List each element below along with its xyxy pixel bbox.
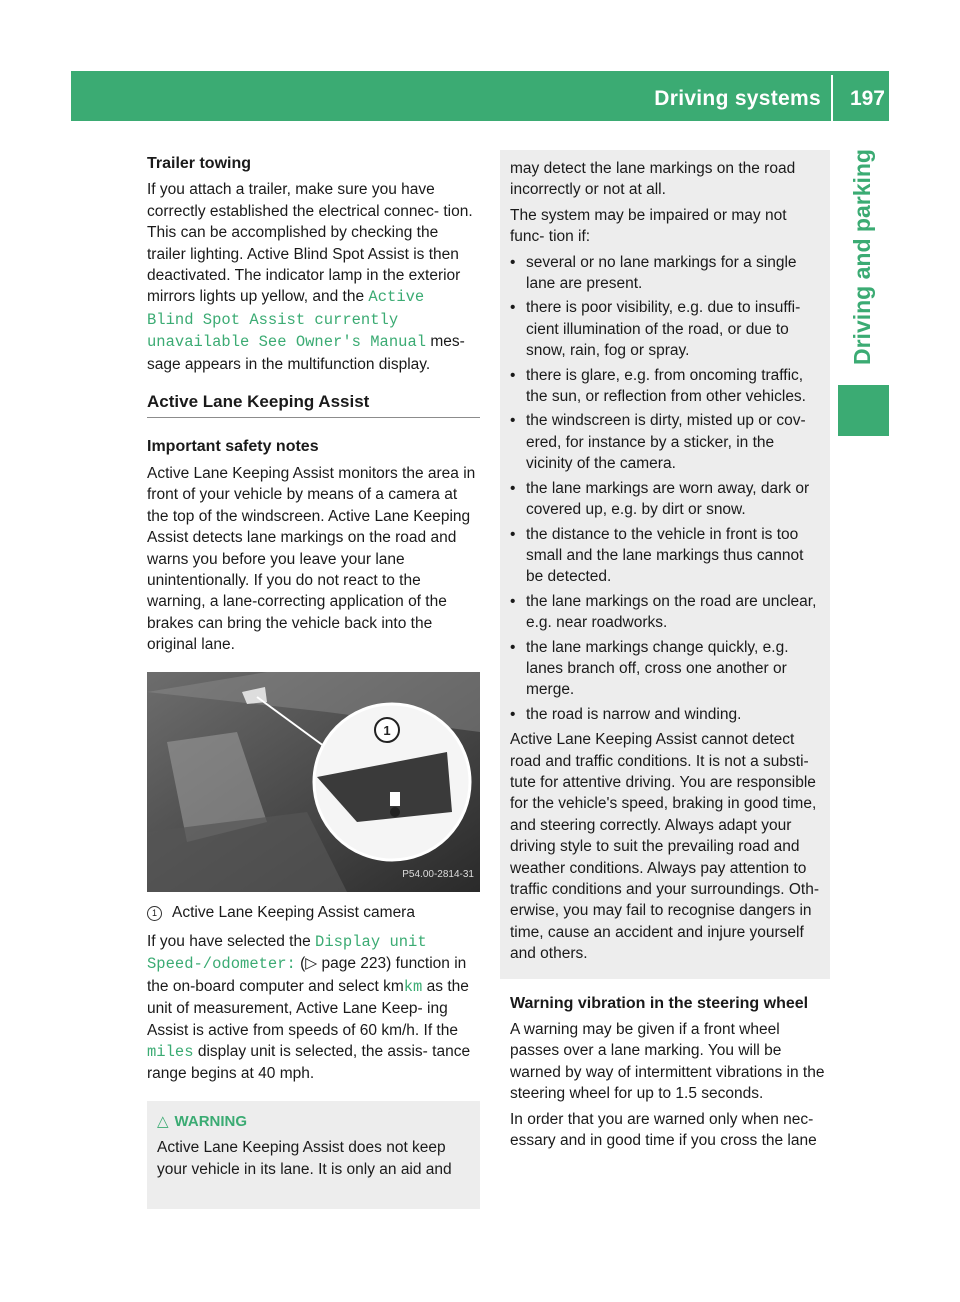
section-title-header: Driving systems	[654, 87, 821, 110]
display-unit-paragraph	[147, 931, 480, 1085]
impairment-list	[510, 252, 822, 726]
display-text-c: as the unit of measurement, Active Lane Keep- ing Assist is active from speeds of 60 km/h. If the	[147, 977, 469, 1039]
list-item: • the distance to the vehicle in front is too small and the lane markings thus cannot be detected.	[510, 524, 822, 588]
list-item: • there is glare, e.g. from oncoming traffic, the sun, or reflection from other vehicles.	[510, 365, 822, 408]
list-item: • the windscreen is dirty, misted up or cov- ered, for instance by a sticker, in the vicinity of the camera.	[510, 410, 822, 474]
miles-unit: miles	[147, 1042, 194, 1061]
vibration-paragraph-1: A warning may be given if a front wheel passes over a lane marking. You will be warned by way of intermittent vibrations in the steering wheel for up to 1.5 seconds.	[510, 1021, 825, 1103]
warning-box	[147, 1101, 480, 1209]
cannot-detect-text: Active Lane Keeping Assist cannot detect road and traffic conditions. It is not a substi- tute for attentive driving. You are responsible for the vehicle's speed, braking in good time, and steering correctly. Always adapt your driving style to suit the prevailing road and weather conditions. Always pay attention to traffic conditions and your surroundings. Oth- erwise, you may fail to recognise dangers in time, cause an accident and injure yourself and others.	[510, 731, 820, 963]
figure-callout-number: 1	[383, 722, 391, 738]
figure-reference: P54.00-2814-31	[402, 869, 474, 881]
camera-illustration	[147, 672, 480, 892]
warning-continued-box	[500, 150, 830, 979]
warning-triangle-icon: △	[157, 1112, 169, 1130]
side-tab	[838, 122, 889, 365]
figure-caption	[147, 902, 480, 923]
safety-heading: Important safety notes	[147, 438, 319, 456]
safety-paragraph: Active Lane Keeping Assist monitors the area in front of your vehicle by means of a camera at the top of the windscreen. Active Lane Keeping Assist detects lane markings on the road and warns you before you leave your lane unintentionally. If you do not react to the warning, a lane-correcting application of the brakes can bring the vehicle back into the original lane.	[147, 464, 476, 654]
display-text-b: (▷ page 223) function in the on-board computer and select km	[147, 955, 467, 995]
list-item: • the lane markings change quickly, e.g. lanes branch off, cross one another or merge.	[510, 637, 822, 701]
display-message: Active Blind Spot Assist currently unavailable See Owner's Manual	[147, 288, 427, 352]
trailer-text-end: mes- sage appears in the multifunction display.	[147, 333, 465, 373]
trailer-paragraph	[147, 179, 480, 375]
side-tab-marker	[838, 385, 889, 436]
list-item: • the lane markings are worn away, dark or covered up, e.g. by dirt or snow.	[510, 478, 822, 521]
left-column	[147, 153, 480, 1209]
list-item: • the road is narrow and winding.	[510, 704, 822, 725]
list-item: • the lane markings on the road are unclear, e.g. near roadworks.	[510, 591, 822, 634]
continued-text: may detect the lane markings on the road incorrectly or not at all.	[510, 160, 796, 199]
page-header	[71, 71, 889, 121]
page-number: 197	[849, 87, 885, 110]
right-column	[510, 150, 830, 1155]
display-text-d: display unit is selected, the assis- tance range begins at 40 mph.	[147, 1042, 471, 1083]
warning-title	[157, 1111, 468, 1132]
section-heading: Active Lane Keeping Assist	[147, 391, 480, 418]
header-divider	[831, 75, 833, 121]
trailer-text: If you attach a trailer, make sure you have correctly established the electrical connec- tion. This can be accomplished by checking the trailer lighting. Active Blind Spot Assist is then deactivated. The indicator lamp in the exterior mirrors lights up yellow, and the	[147, 181, 473, 306]
camera-figure	[147, 672, 480, 892]
vibration-heading: Warning vibration in the steering wheel	[510, 994, 809, 1012]
vibration-paragraph-2: In order that you are warned only when nec- essary and in good time if you cross the lane	[510, 1110, 817, 1150]
list-item: • several or no lane markings for a single lane are present.	[510, 252, 822, 295]
impaired-text: The system may be impaired or may not func- tion if:	[510, 206, 787, 246]
caption-text: Active Lane Keeping Assist camera	[172, 903, 415, 921]
side-tab-label: Driving and parking	[849, 149, 875, 365]
trailer-heading: Trailer towing	[147, 155, 252, 172]
km-unit: km	[403, 977, 423, 996]
callout-number-icon: 1	[147, 906, 162, 921]
warning-text: Active Lane Keeping Assist does not keep your vehicle in its lane. It is only an aid and	[157, 1139, 452, 1178]
list-item: • there is poor visibility, e.g. due to insuffi- cient illumination of the road, or due to snow, rain, fog or spray.	[510, 297, 822, 361]
display-unit-function: Display unit Speed-/odometer:	[147, 932, 427, 974]
display-text-a: If you have selected the	[147, 932, 316, 950]
warning-label: WARNING	[174, 1112, 248, 1130]
